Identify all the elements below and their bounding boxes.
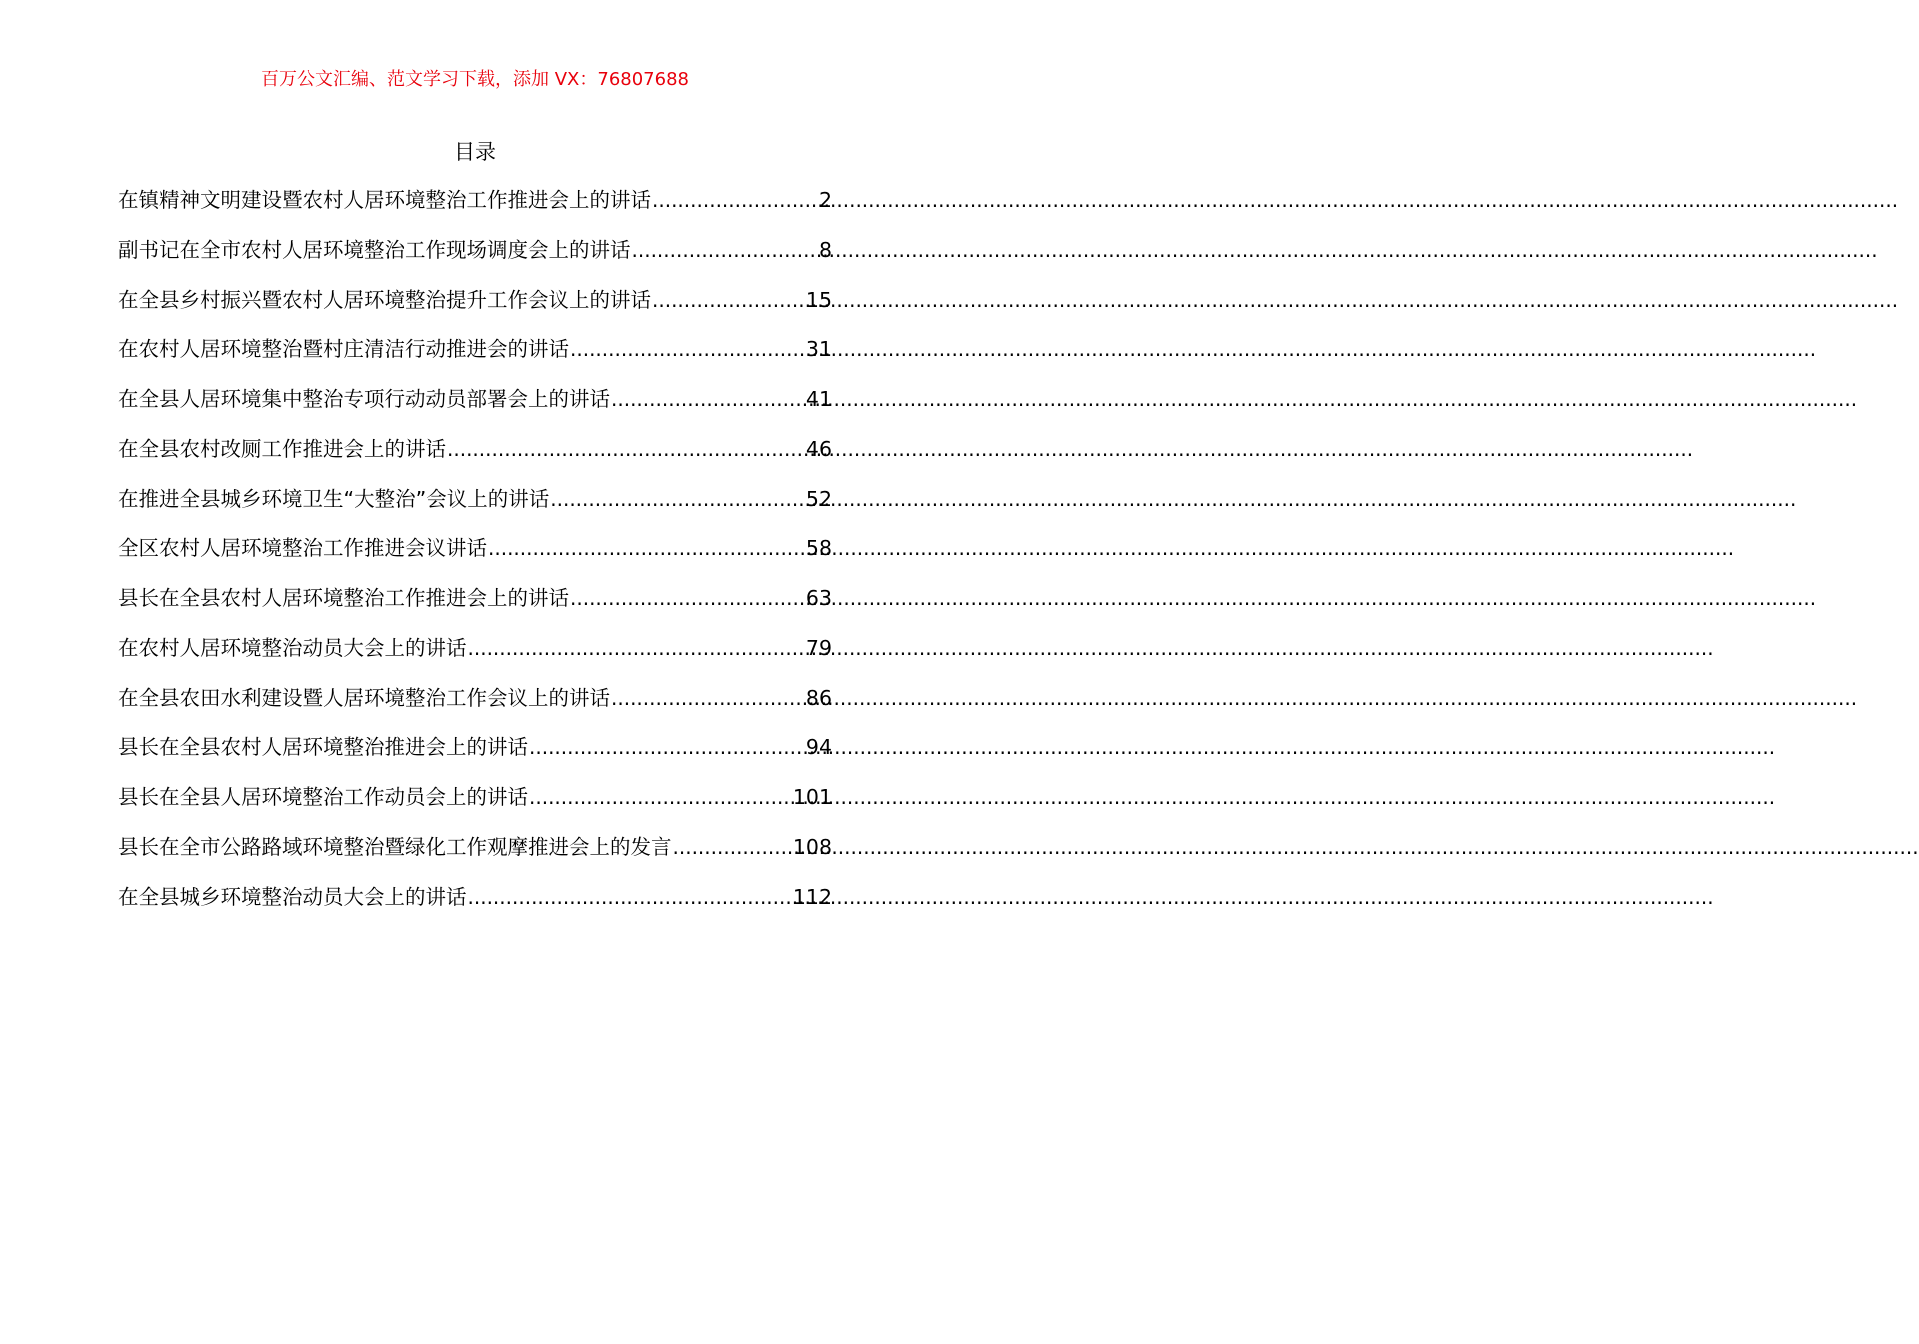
toc-entry-title: 在全县农田水利建设暨人居环境整治工作会议上的讲话 [118, 685, 610, 710]
toc-entry[interactable] [118, 681, 832, 731]
toc-entry-title: 在镇精神文明建设暨农村人居环境整治工作推进会上的讲话 [118, 188, 651, 212]
toc-entry-title: 在全县人居环境集中整治专项行动动员部署会上的讲话 [118, 387, 610, 411]
toc-entry-title: 县长在全县农村人居环境整治推进会上的讲话 [118, 735, 528, 760]
toc-entry-title: 县长在全县人居环境整治工作动员会上的讲话 [118, 785, 528, 809]
toc-leader-dots [468, 880, 792, 914]
document-page [0, 0, 950, 1344]
toc-entry-title: 在推进全县城乡环境卫生“大整治”会议上的讲话 [118, 486, 550, 511]
toc-list [118, 183, 832, 929]
toc-entry[interactable] [118, 233, 832, 283]
toc-entry[interactable] [118, 283, 832, 333]
toc-entry-title: 在全县乡村振兴暨农村人居环境整治提升工作会议上的讲话 [118, 287, 651, 312]
toc-entry-page: 94 [805, 735, 832, 760]
toc-entry[interactable] [118, 780, 832, 830]
toc-entry-page: 63 [805, 586, 832, 610]
toc-entry-title: 在全县农村改厕工作推进会上的讲话 [118, 436, 446, 461]
toc-entry-title: 在全县城乡环境整治动员大会上的讲话 [118, 884, 467, 909]
toc-entry-page: 41 [805, 387, 832, 411]
toc-leader-dots [570, 332, 805, 366]
toc-entry-title: 副书记在全市农村人居环境整治工作现场调度会上的讲话 [118, 237, 631, 262]
toc-entry[interactable] [118, 432, 832, 482]
toc-entry[interactable] [118, 730, 832, 780]
toc-entry-title: 全区农村人居环境整治工作推进会议讲话 [118, 536, 487, 561]
toc-leader-dots [570, 581, 805, 615]
toc-entry[interactable] [118, 830, 832, 880]
toc-entry[interactable] [118, 581, 832, 631]
toc-leader-dots [652, 283, 805, 317]
header-note: 百万公文汇编、范文学习下载，添加 VX：76807688 [261, 69, 689, 90]
toc-entry[interactable] [118, 332, 832, 382]
toc-leader-dots [468, 631, 805, 665]
toc-leader-dots [529, 730, 805, 764]
toc-entry-page: 86 [805, 685, 832, 710]
toc-leader-dots [632, 233, 818, 267]
toc-entry-title: 在农村人居环境整治暨村庄清洁行动推进会的讲话 [118, 337, 569, 362]
toc-entry[interactable] [118, 183, 832, 233]
toc-leader-dots [529, 780, 792, 814]
toc-leader-dots [447, 432, 805, 466]
toc-entry-page: 46 [805, 436, 832, 461]
toc-title: 目录 [454, 140, 496, 164]
toc-entry[interactable] [118, 482, 832, 532]
toc-entry-page: 15 [805, 287, 832, 312]
toc-entry-title: 在农村人居环境整治动员大会上的讲话 [118, 635, 467, 660]
toc-leader-dots [550, 482, 805, 516]
toc-entry[interactable] [118, 531, 832, 581]
toc-entry-page: 8 [818, 237, 832, 262]
toc-leader-dots [652, 183, 818, 217]
toc-leader-dots [673, 830, 792, 864]
toc-entry-page: 101 [792, 785, 832, 809]
toc-entry-page: 112 [792, 884, 832, 909]
toc-entry[interactable] [118, 880, 832, 930]
toc-leader-dots [488, 531, 805, 565]
toc-entry-title: 县长在全县农村人居环境整治工作推进会上的讲话 [118, 586, 569, 610]
toc-entry[interactable] [118, 382, 832, 432]
toc-entry-page: 52 [805, 486, 832, 511]
toc-entry-page: 31 [805, 337, 832, 362]
toc-entry-page: 79 [805, 635, 832, 660]
toc-entry-page: 58 [805, 536, 832, 561]
toc-entry-page: 108 [792, 834, 832, 859]
toc-entry-title: 县长在全市公路路域环境整治暨绿化工作观摩推进会上的发言 [118, 834, 672, 859]
toc-leader-dots [611, 382, 805, 416]
toc-entry-page: 2 [818, 188, 832, 212]
toc-entry[interactable] [118, 631, 832, 681]
toc-leader-dots [611, 681, 805, 715]
